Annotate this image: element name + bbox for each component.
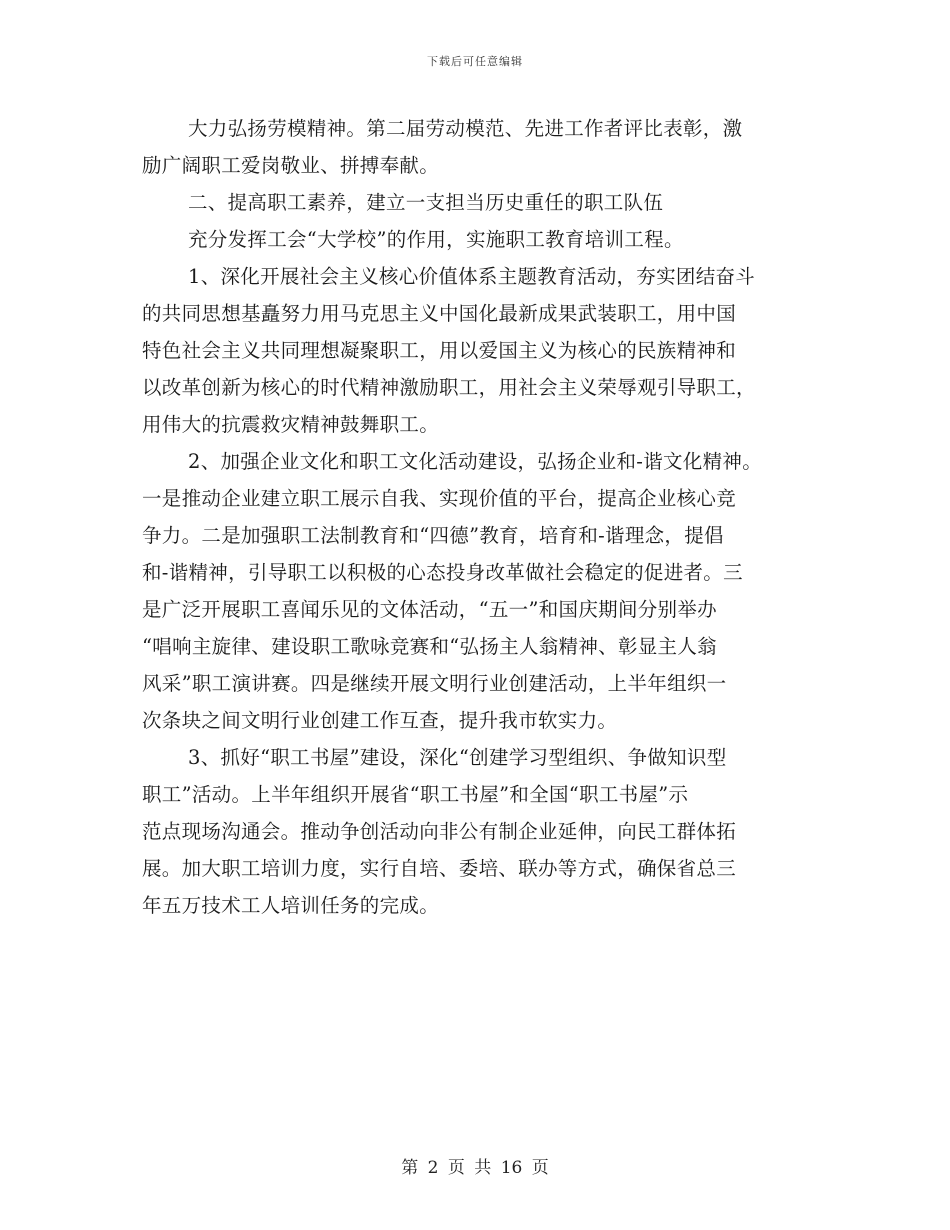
section-heading: 二、提高职工素养，建立一支担当历史重任的职工队伍 bbox=[188, 191, 664, 214]
text-line: 特色社会主义共同理想凝聚职工，用以爱国主义为核心的民族精神和 bbox=[142, 339, 737, 362]
text-line: 是广泛开展职工喜闻乐见的文体活动，“五一”和国庆期间分别举办 bbox=[142, 598, 717, 621]
text-line: 一是推动企业建立职工展示自我、实现价值的平台，提高企业核心竞 bbox=[142, 487, 737, 510]
text-line: 次条块之间文明行业创建工作互查，提升我市软实力。 bbox=[142, 709, 618, 732]
text-line: 争力。二是加强职工法制教育和“四德”教育，培育和-谐理念，提倡 bbox=[142, 524, 724, 547]
text-line: 展。加大职工培训力度，实行自培、委培、联办等方式，确保省总三 bbox=[142, 857, 737, 880]
text-line: “唱响主旋律、建设职工歌咏竞赛和“弘扬主人翁精神、彰显主人翁 bbox=[142, 635, 717, 658]
text-line: 职工”活动。上半年组织开展省“职工书屋”和全国“职工书屋”示 bbox=[142, 783, 689, 806]
text-line: 年五万技术工人培训任务的完成。 bbox=[142, 894, 440, 917]
text-line: 大力弘扬劳模精神。第二届劳动模范、先进工作者评比表彰，激 bbox=[188, 117, 743, 140]
text-line: 用伟大的抗震救灾精神鼓舞职工。 bbox=[142, 413, 440, 436]
text-line: 和-谐精神，引导职工以积极的心态投身改革做社会稳定的促进者。三 bbox=[142, 561, 743, 584]
page-number: 第 2 页 共 16 页 bbox=[401, 1158, 549, 1178]
text-line: 的共同思想基矗努力用马克思主义中国化最新成果武装职工，用中国 bbox=[142, 302, 737, 325]
text-line: 充分发挥工会“大学校”的作用，实施职工教育培训工程。 bbox=[188, 228, 684, 251]
text-line: 励广阔职工爱岗敬业、拼搏奉献。 bbox=[142, 154, 440, 177]
text-line: 3、抓好“职工书屋”建设，深化“创建学习型组织、争做知识型 bbox=[188, 746, 727, 769]
header-note: 下载后可任意编辑 bbox=[427, 55, 523, 68]
text-line: 范点现场沟通会。推动争创活动向非公有制企业延伸，向民工群体拓 bbox=[142, 820, 737, 843]
text-line: 风采”职工演讲赛。四是继续开展文明行业创建活动，上半年组织一 bbox=[142, 672, 727, 695]
text-line: 2、加强企业文化和职工文化活动建设，弘扬企业和-谐文化精神。 bbox=[188, 450, 762, 473]
text-line: 1、深化开展社会主义核心价值体系主题教育活动，夯实团结奋斗 bbox=[188, 265, 756, 288]
document-body bbox=[142, 110, 812, 924]
text-line: 以改革创新为核心的时代精神激励职工，用社会主义荣辱观引导职工， bbox=[142, 376, 756, 399]
